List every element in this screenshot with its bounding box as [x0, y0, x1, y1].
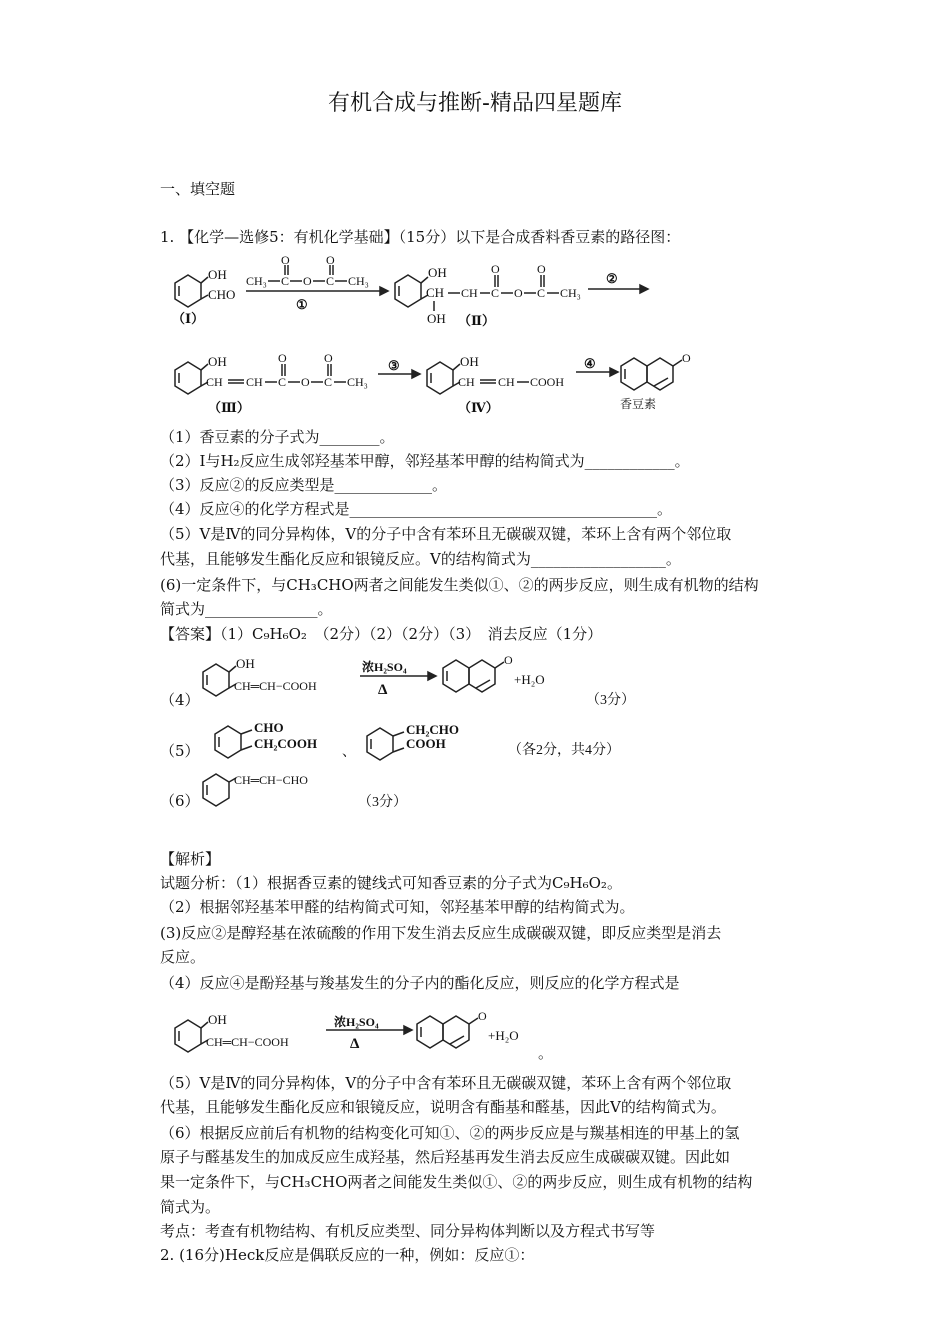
- svg-text:浓H₂SO₄: 浓H₂SO₄: [334, 1015, 379, 1029]
- analysis-heading: 【解析】: [160, 850, 221, 868]
- compound-3-label: （Ⅲ）: [208, 400, 250, 415]
- svg-text:CH₃: CH₃: [560, 286, 581, 300]
- reagent-acetic-anhydride: [246, 253, 369, 288]
- analysis-p6-line4: 简式为。: [160, 1198, 221, 1216]
- coumarin-label: 香豆素: [620, 397, 657, 411]
- reaction-scheme-row-1: [168, 255, 668, 335]
- svg-text:CH₃: CH₃: [246, 274, 267, 288]
- compound-2-structure: [395, 262, 581, 328]
- svg-text:C: C: [326, 274, 335, 288]
- svg-text:O: O: [514, 286, 523, 300]
- answer-label-6: （6）: [160, 792, 200, 810]
- svg-text:O: O: [278, 351, 287, 365]
- kaodian: 考点：考查有机物结构、有机反应类型、同分异构体判断以及方程式书写等: [160, 1222, 656, 1240]
- analysis-p4-period: 。: [538, 1044, 554, 1062]
- compound-4-structure: [427, 354, 564, 415]
- reaction-scheme-row-2: [168, 344, 708, 419]
- answer-6-structure: [198, 762, 438, 812]
- heat-label: Δ: [378, 682, 388, 698]
- cho-label: CHO: [208, 287, 236, 302]
- svg-text:O: O: [324, 351, 333, 365]
- svg-text:CH₂COOH: CH₂COOH: [254, 736, 318, 751]
- svg-text:C: C: [281, 274, 290, 288]
- separator: 、: [342, 745, 356, 760]
- q1-sub5-line1: （5）Ⅴ是Ⅳ的同分异构体，Ⅴ的分子中含有苯环且无碳碳双键，苯环上含有两个邻位取: [160, 525, 732, 543]
- analysis-p3-line2: 反应。: [160, 948, 206, 966]
- svg-text:CH: CH: [498, 375, 515, 389]
- svg-text:OH: OH: [208, 354, 227, 369]
- page-title: 有机合成与推断-精品四星题库: [328, 91, 622, 116]
- q1-sub3: （3）反应②的反应类型是_____________。: [160, 476, 448, 494]
- analysis-p5-line1: （5）Ⅴ是Ⅳ的同分异构体，Ⅴ的分子中含有苯环且无碳碳双键，苯环上含有两个邻位取: [160, 1074, 732, 1092]
- compound-1-label: （Ⅰ）: [172, 311, 205, 326]
- svg-text:CH: CH: [461, 286, 478, 300]
- svg-text:OH: OH: [460, 354, 479, 369]
- analysis-p3-line1: (3)反应②是醇羟基在浓硫酸的作用下发生消去反应生成碳碳双键，即反应类型是消去: [160, 924, 722, 942]
- answer-line-1: 【答案】（1）C₉H₆O₂ （2分）（2）（2分）（3） 消去反应（1分）: [160, 625, 603, 643]
- svg-text:CH═CH−CHO: CH═CH−CHO: [234, 773, 308, 787]
- svg-text:CH₃: CH₃: [348, 274, 369, 288]
- compound-4-label: （Ⅳ）: [458, 400, 499, 415]
- svg-text:C: C: [537, 286, 546, 300]
- step-2-label: ②: [606, 271, 618, 286]
- compound-3-structure: [175, 351, 368, 415]
- compound-2-label: （Ⅱ）: [458, 313, 495, 328]
- svg-text:O: O: [281, 253, 290, 267]
- svg-text:O: O: [491, 262, 500, 276]
- question-1-stem: 1. 【化学—选修5：有机化学基础】（15分）以下是合成香料香豆素的路径图：: [160, 228, 681, 246]
- answer-5-structures: [208, 716, 648, 766]
- svg-text:OH: OH: [236, 656, 255, 671]
- svg-text:+H₂O: +H₂O: [488, 1028, 519, 1043]
- analysis-p6-line2: 原子与醛基发生的加成反应生成羟基，然后羟基再发生消去反应生成碳碳双键。因此如: [160, 1148, 731, 1166]
- svg-text:O: O: [504, 653, 513, 667]
- svg-text:O: O: [537, 262, 546, 276]
- svg-text:O: O: [326, 253, 335, 267]
- analysis-4-equation: [168, 1010, 568, 1060]
- q1-sub1: （1）香豆素的分子式为________。: [160, 428, 395, 446]
- svg-text:O: O: [303, 274, 312, 288]
- svg-text:OH: OH: [427, 311, 446, 326]
- q1-sub6-line2: 简式为_______________。: [160, 600, 333, 618]
- answer-label-4: （4）: [160, 691, 200, 709]
- svg-text:O: O: [301, 375, 310, 389]
- svg-text:O: O: [682, 351, 691, 365]
- answer-label-5: （5）: [160, 742, 200, 760]
- analysis-p1: 试题分析：（1）根据香豆素的键线式可知香豆素的分子式为C₉H₆O₂。: [160, 874, 622, 892]
- svg-text:O: O: [478, 1009, 487, 1023]
- step-1-label: ①: [296, 297, 308, 312]
- svg-text:Δ: Δ: [350, 1036, 360, 1052]
- q1-sub5-line2: 代基，且能够发生酯化反应和银镜反应。Ⅴ的结构简式为__________________。: [160, 550, 681, 568]
- oh-label: OH: [208, 267, 227, 282]
- condition-label: 浓H₂SO₄: [362, 660, 407, 674]
- svg-text:OH: OH: [428, 265, 447, 280]
- coumarin-structure: [620, 351, 691, 411]
- analysis-p4: （4）反应④是酚羟基与羧基发生的分子内的酯化反应，则反应的化学方程式是: [160, 974, 680, 992]
- analysis-p2: （2）根据邻羟基苯甲醛的结构简式可知，邻羟基苯甲醇的结构简式为。: [160, 898, 635, 916]
- svg-text:CHO: CHO: [254, 720, 284, 735]
- q1-sub2: （2）Ⅰ与H₂反应生成邻羟基苯甲醇，邻羟基苯甲醇的结构简式为____________。: [160, 452, 690, 470]
- svg-text:CH₃: CH₃: [347, 375, 368, 389]
- analysis-p5-line2: 代基，且能够发生酯化反应和银镜反应，说明含有酯基和醛基，因此Ⅴ的结构简式为。: [160, 1098, 726, 1116]
- step-4-label: ④: [584, 356, 596, 371]
- svg-text:C: C: [324, 375, 333, 389]
- question-2-stem: 2. (16分)Heck反应是偶联反应的一种，例如：反应①：: [160, 1246, 535, 1264]
- svg-text:COOH: COOH: [530, 375, 565, 389]
- score-4: （3分）: [586, 693, 635, 708]
- svg-text:CH: CH: [206, 375, 223, 389]
- score-6: （3分）: [358, 795, 407, 810]
- compound-1-structure: [172, 267, 235, 326]
- svg-text:COOH: COOH: [406, 736, 446, 751]
- analysis-p6-line3: 果一定条件下，与CH₃CHO两者之间能发生类似①、②的两步反应，则生成有机物的结构: [160, 1173, 753, 1191]
- svg-text:CH═CH−COOH: CH═CH−COOH: [234, 679, 317, 693]
- svg-text:C: C: [491, 286, 500, 300]
- svg-text:CH: CH: [246, 375, 263, 389]
- svg-text:+H₂O: +H₂O: [514, 672, 545, 687]
- q1-sub4: （4）反应④的化学方程式是_________________________________________。: [160, 500, 673, 518]
- svg-text:OH: OH: [208, 1012, 227, 1027]
- analysis-p6-line1: （6）根据反应前后有机物的结构变化可知①、②的两步反应是与羰基相连的甲基上的氢: [160, 1124, 740, 1142]
- score-5: （各2分，共4分）: [508, 743, 620, 758]
- svg-text:CH: CH: [458, 375, 475, 389]
- svg-text:CH: CH: [426, 285, 445, 300]
- svg-text:C: C: [278, 375, 287, 389]
- svg-text:CH₂CHO: CH₂CHO: [406, 722, 460, 737]
- step-3-label: ③: [388, 358, 400, 373]
- section-heading: 一、填空题: [160, 180, 236, 198]
- q1-sub6-line1: (6)一定条件下，与CH₃CHO两者之间能发生类似①、②的两步反应，则生成有机物的结构: [160, 576, 759, 594]
- svg-text:CH═CH−COOH: CH═CH−COOH: [206, 1035, 289, 1049]
- answer-4-equation: [198, 652, 638, 712]
